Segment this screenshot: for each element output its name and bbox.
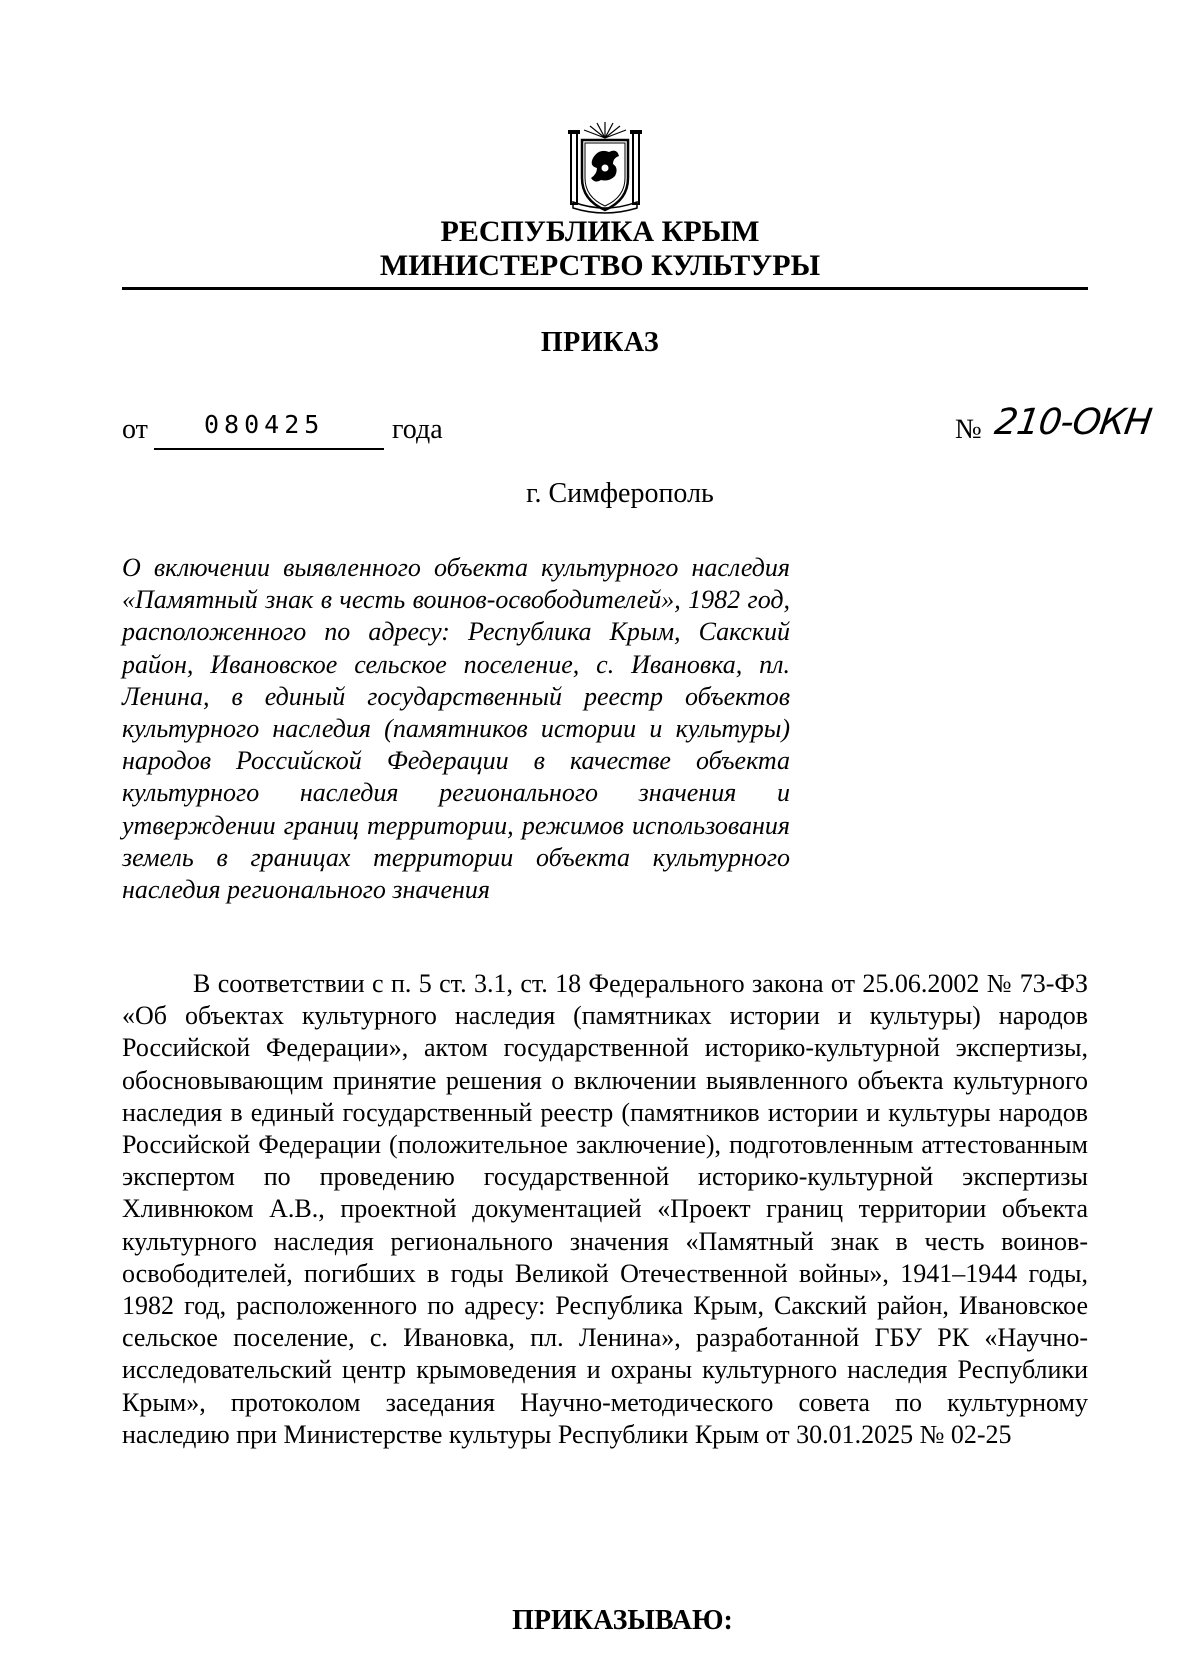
header-divider — [122, 287, 1088, 290]
order-subject: О включении выявленного объекта культурного наследия «Памятный знак в честь воинов-освободителей», 1982 год, расположенного по адресу: Республика Крым, Сакский район, Ивановское сельское поселение, с. Ивановка, пл. Ленина, в единый государственный реестр объектов культурного наследия (памятников истории и культуры) народов Российской Федерации в качестве объекта культурного наследия регионального значения и утверждении границ территории, режимов использования земель в границах территории объекта культурного наследия регионального значения — [122, 553, 790, 905]
order-number — [955, 402, 1195, 452]
republic-name: РЕСПУБЛИКА КРЫМ — [440, 215, 760, 248]
preamble-paragraph: В соответствии с п. 5 ст. 3.1, ст. 18 Федерального закона от 25.06.2002 № 73-ФЗ «Об объектах культурного наследия (памятниках истории и культуры) народов Российской Федерации», актом государственной историко-культурной экспертизы, обосновывающим принятие решения о включении выявленного объекта культурного наследия в единый государственный реестр (памятников истории и культуры народов Российской Федерации (положительное заключение), подготовленным аттестованным экспертом по проведению государственной историко-культурной экспертизы Хливнюком А.В., проектной документацией «Проект границ территории объекта культурного наследия регионального значения «Памятный знак в честь воинов-освободителей, погибших в годы Великой Отечественной войны», 1941–1944 годы, 1982 год, расположенного по адресу: Республика Крым, Сакский район, Ивановское сельское поселение, с. Ивановка, пл. Ленина», разработанной ГБУ РК «Научно-исследовательский центр крымоведения и охраны культурного наследия Республики Крым», протоколом заседания Научно-методического совета по культурному наследию при Министерстве культуры Республики Крым от 30.01.2025 № 02-25 — [122, 969, 1088, 1449]
date-prefix: от — [122, 414, 148, 445]
city: г. Симферополь — [526, 478, 714, 509]
date-suffix: года — [392, 414, 443, 445]
number-sign: № — [955, 414, 982, 445]
document-type-title: ПРИКАЗ — [540, 327, 660, 358]
ministry-name: МИНИСТЕРСТВО КУЛЬТУРЫ — [379, 249, 821, 282]
order-date — [122, 410, 602, 444]
number-value: 210-ОКН — [992, 402, 1154, 443]
date-underline — [154, 448, 384, 450]
date-value: 080425 — [204, 410, 325, 439]
coat-of-arms-icon — [555, 118, 655, 218]
decree-heading: ПРИКАЗЫВАЮ: — [512, 1605, 733, 1636]
